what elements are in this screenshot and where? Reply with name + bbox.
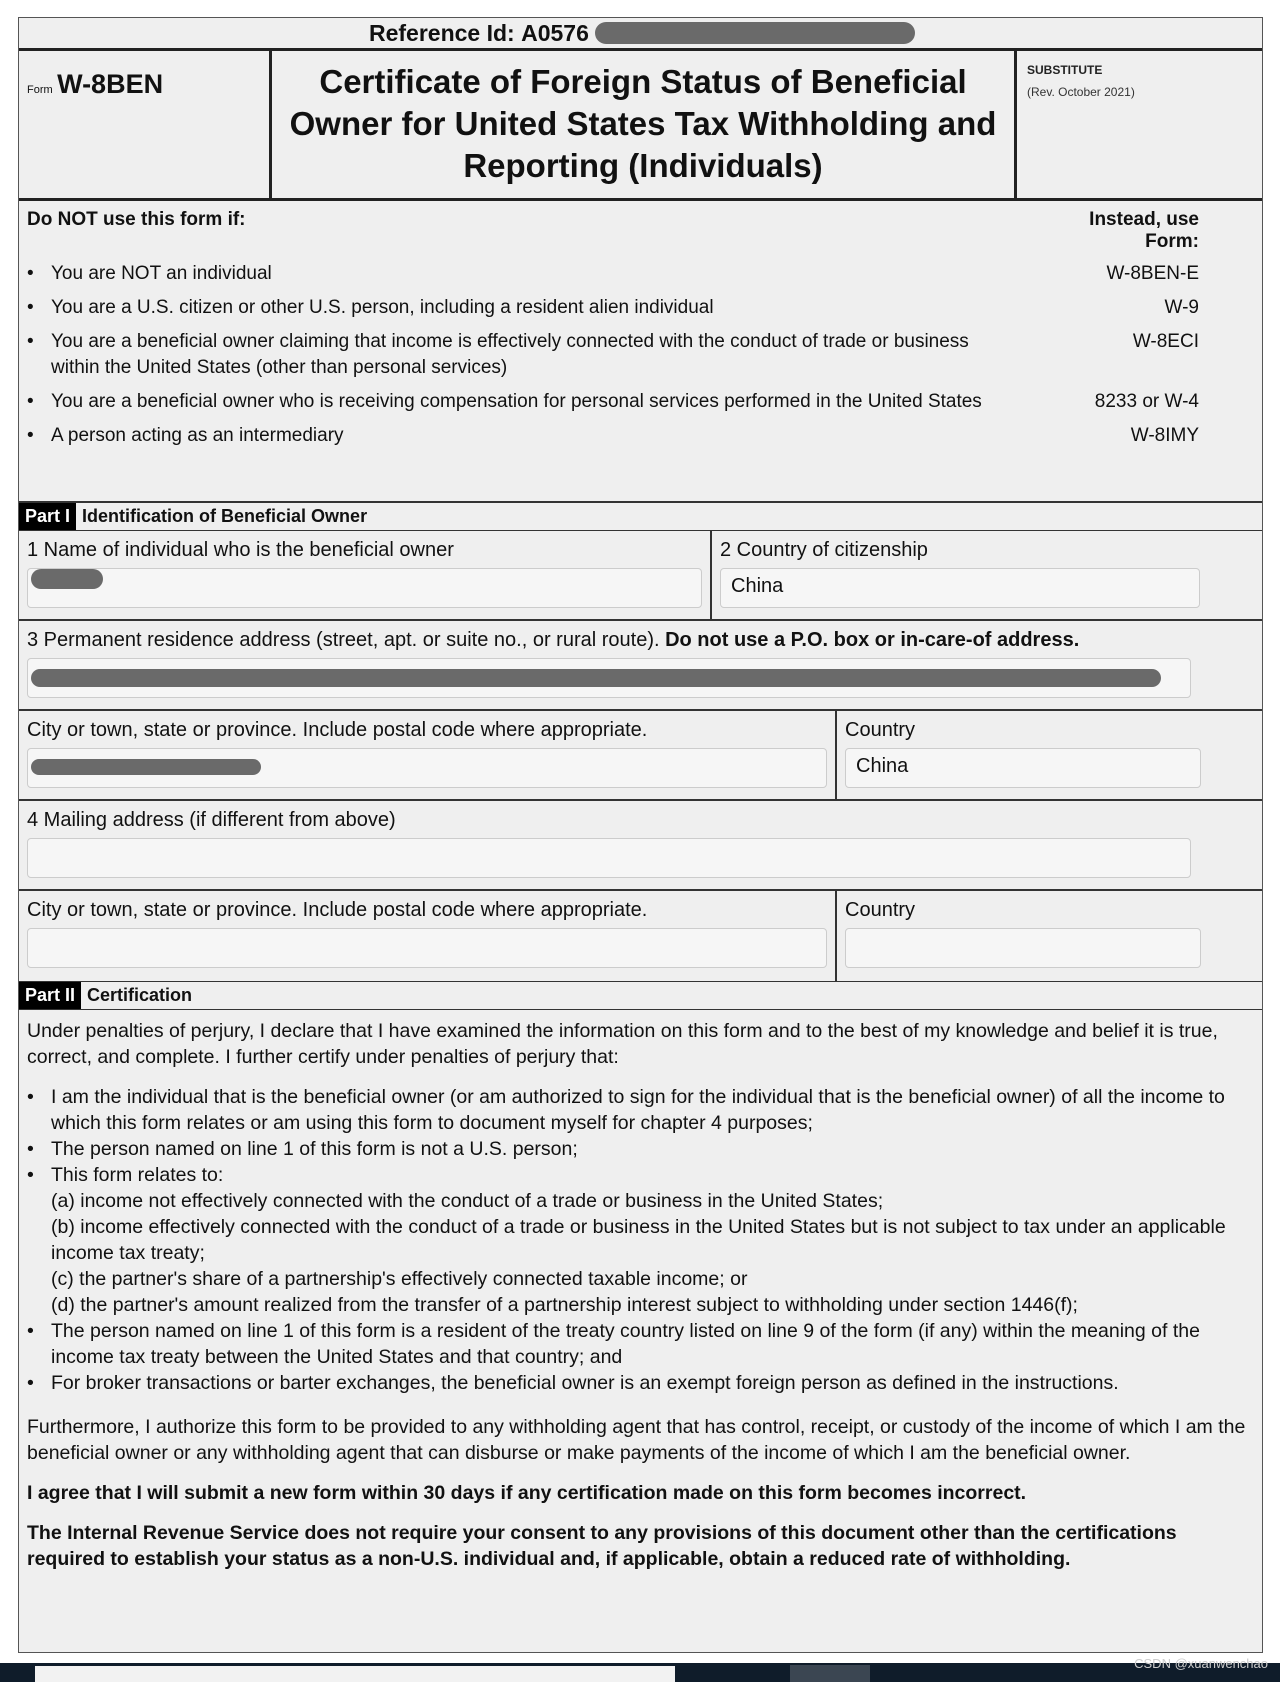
reference-label: Reference Id: bbox=[369, 19, 515, 46]
list-item: • You are a beneficial owner who is receiving compensation for personal services performed in the United States 8233 or W-4 bbox=[27, 389, 1254, 415]
mailing-country-input[interactable] bbox=[845, 928, 1201, 968]
do-not-use-section: Do NOT use this form if: Instead, use Form: • You are NOT an individual W-8BEN-E • You are a U.S. citizen or other U.S. person, including a resident alien individual W-9 • You are a beneficial owner claiming that income is effectively connected with the conduct of trade or business within the United States (other than personal services) W-8ECI • You are a beneficial owner who is receiving compensation for personal services performed in the United States 8233 or W-4 • A person acting as an intermediary W-8IMY bbox=[19, 201, 1262, 503]
taskbar-search[interactable] bbox=[35, 1666, 675, 1682]
redaction bbox=[595, 22, 915, 44]
country-input[interactable]: China bbox=[845, 748, 1201, 788]
name-input[interactable] bbox=[27, 568, 702, 608]
taskbar-button[interactable] bbox=[790, 1665, 870, 1682]
list-item: • You are NOT an individual W-8BEN-E bbox=[27, 261, 1254, 287]
mailing-address-input[interactable] bbox=[27, 838, 1191, 878]
citizenship-input[interactable]: China bbox=[720, 568, 1200, 608]
mailing-city-input[interactable] bbox=[27, 928, 827, 968]
form-name: W-8BEN bbox=[57, 69, 164, 99]
list-item: • You are a U.S. citizen or other U.S. person, including a resident alien individual W-9 bbox=[27, 295, 1254, 321]
reference-value: A0576 bbox=[521, 19, 589, 46]
form-title: Certificate of Foreign Status of Beneficial Owner for United States Tax Withholding and Reporting (Individuals) bbox=[272, 51, 1017, 198]
part1-header: Part I Identification of Beneficial Owner bbox=[19, 503, 1262, 531]
certification-text: Under penalties of perjury, I declare that I have examined the information on this form and to the best of my knowledge and belief it is true, correct, and complete. I further certify under penalties of perjury that: • I am the individual that is the beneficial owner (or am authorized to sign for the individual that is the beneficial owner) of all the income to which this form relates or am using this form to document myself for chapter 4 purposes; • The person named on line 1 of this form is not a U.S. person; • This form relates to: (a) income not effectively connected with the conduct of a trade or business in the United States; (b) income effectively connected with the conduct of a trade or business in the United States but is not subject to tax under an applicable income tax treaty; (c) the partner's share of a partnership's effectively connected taxable income; or (d) the partner's amount realized from the transfer of a partnership interest subject to withholding under section 1446(f); • The person named on line 1 of this form is a resident of the treaty country listed on line 9 of the form (if any) within the meaning of the income tax treaty between the United States and that country; and • For broker transactions or barter exchanges, the beneficial owner is an exempt foreign person as defined in the instructions. Furthermore, I authorize this form to be provided to any withholding agent that has control, receipt, or custody of the income of which I am the beneficial owner or any withholding agent that can disburse or make payments of the income of which I am the beneficial owner. I agree that I will submit a new form within 30 days if any certification made on this form becomes incorrect. The Internal Revenue Service does not require your consent to any provisions of this document other than the certifications required to establish your status as a non-U.S. individual and, if applicable, obtain a reduced rate of withholding. bbox=[19, 1010, 1262, 1594]
redaction bbox=[31, 669, 1161, 687]
redaction bbox=[31, 759, 261, 775]
part2-header: Part II Certification bbox=[19, 982, 1262, 1010]
reference-id bbox=[19, 18, 1262, 51]
form-header: Form W-8BEN Certificate of Foreign Status of Beneficial Owner for United States Tax Withholding and Reporting (Individuals) SUBSTITUTE (Rev. October 2021) bbox=[19, 51, 1262, 201]
list-item: • A person acting as an intermediary W-8IMY bbox=[27, 423, 1254, 449]
list-item: • You are a beneficial owner claiming that income is effectively connected with the conduct of trade or business within the United States (other than personal services) W-8ECI bbox=[27, 329, 1254, 381]
watermark: CSDN @xuanwenchao bbox=[1134, 1656, 1268, 1671]
taskbar bbox=[0, 1663, 1280, 1682]
w8ben-form: Reference Id: A0576 Form W-8BEN Certificate of Foreign Status of Beneficial Owner for United States Tax Withholding and Reporting (Individuals) SUBSTITUTE (Rev. October 2021) Do NOT use this form if: Instead, use Form: • You are NOT an individual W-8BEN-E • You are a U.S. citizen or other U.S. person, including a resident alien individual W-9 • You are a beneficial owner claiming that income is effectively connected with the conduct of trade or business within the United States (other than personal services) W-8ECI • You are a beneficial owner who is receiving compensation for personal services performed in the United States 8233 or W-4 • A person acting as an intermediary W-8IMY Part I Identification of Beneficial Owner 1 Name of individual who is the beneficial owner 2 Country of citizenship China 3 Permanent residence address (street, apt. or suite no., or rural route). Do not use a P.O. box or in-care-of address. City or town, state or province. Include postal code where appropriate. Country China 4 Mailing address (if different from above) City or town, state or province. Include postal code where appropriate. Country Part II Certification Under penalties of perjury, I declare that I have examined the information on this form and to the best of my knowledge and belief it is true, correct, and complete. I further certify under penalties of perjury that: • I am the individual that is the beneficial owner (or am authorized to sign for the individual that is the beneficial owner) of all the income to which this form relates or am using this form to document myself for chapter 4 purposes; • The person named on line 1 of this form is not a U.S. person; • This form relates to: (a) income not effectively connected with the conduct of a trade or business in the United States; (b) income effectively connected with the conduct of a trade or business in the United States but is not subject to tax under an applicable income tax treaty; (c) the partner's share of a partnership's effectively connected taxable income; or (d) the partner's amount realized from the transfer of a partnership interest subject to withholding under section 1446(f); • The person named on line 1 of this form is a resident of the treaty country listed on line 9 of the form (if any) within the meaning of the income tax treaty between the United States and that country; and • For broker transactions or barter exchanges, the beneficial owner is an exempt foreign person as defined in the instructions. Furthermore, I authorize this form to be provided to any withholding agent that has control, receipt, or custody of the income of which I am the beneficial owner or any withholding agent that can disburse or make payments of the income of which I am the beneficial owner. I agree that I will submit a new form within 30 days if any certification made on this form becomes incorrect. The Internal Revenue Service does not require your consent to any provisions of this document other than the certifications required to establish your status as a non-U.S. individual and, if applicable, obtain a reduced rate of withholding. bbox=[18, 17, 1263, 1653]
redaction bbox=[31, 569, 103, 589]
